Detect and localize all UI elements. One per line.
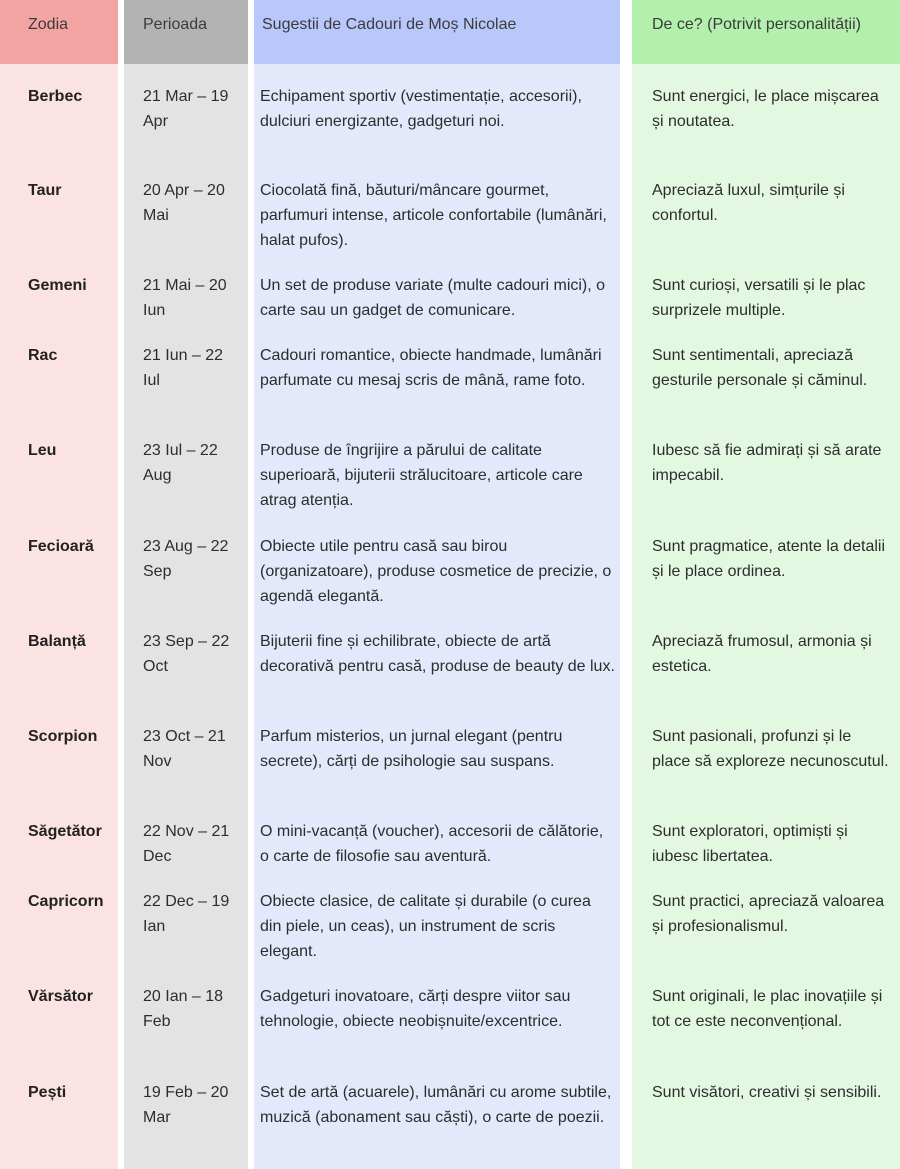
- cell-sugestii: Obiecte utile pentru casă sau birou (organizatoare), produse cosmetice de precizie, o agendă elegantă.: [260, 538, 612, 605]
- cell-sugestii: Echipament sportiv (vestimentație, accesorii), dulciuri energizante, gadgeturi noi.: [260, 88, 582, 130]
- cell-zodia: Vărsător: [28, 988, 93, 1005]
- cell-perioada: 20 Ian – 18 Feb: [143, 988, 224, 1030]
- cell-perioada: 21 Mar – 19 Apr: [143, 88, 229, 130]
- cell-perioada: 20 Apr – 20 Mai: [143, 182, 225, 224]
- cell-de-ce: Sunt pragmatice, atente la detalii și le place ordinea.: [652, 538, 886, 580]
- cell-sugestii: Gadgeturi inovatoare, cărți despre viitor sau tehnologie, obiecte neobișnuite/excentrice.: [260, 988, 571, 1030]
- cell-perioada: 23 Sep – 22 Oct: [143, 633, 230, 675]
- cell-de-ce: Sunt pasionali, profunzi și le place să exploreze necunoscutul.: [652, 728, 889, 770]
- cell-perioada: 23 Iul – 22 Aug: [143, 442, 218, 484]
- cell-de-ce: Sunt sentimentali, apreciază gesturile personale și căminul.: [652, 347, 868, 389]
- cell-de-ce: Sunt originali, le plac inovațiile și tot ce este neconvențional.: [652, 988, 883, 1030]
- cell-zodia: Balanță: [28, 633, 86, 650]
- cell-de-ce: Sunt exploratori, optimiști și iubesc libertatea.: [652, 823, 848, 865]
- cell-perioada: 21 Mai – 20 Iun: [143, 277, 227, 319]
- cell-sugestii: Un set de produse variate (multe cadouri mici), o carte sau un gadget de comunicare.: [260, 277, 606, 319]
- cell-de-ce: Apreciază luxul, simțurile și confortul.: [652, 182, 845, 224]
- cell-zodia: Scorpion: [28, 728, 98, 745]
- cell-de-ce: Sunt visători, creativi și sensibili.: [652, 1084, 882, 1101]
- cell-zodia: Gemeni: [28, 277, 87, 294]
- cell-sugestii: Bijuterii fine și echilibrate, obiecte de artă decorativă pentru casă, produse de beauty de lux.: [260, 633, 615, 675]
- cell-perioada: 23 Oct – 21 Nov: [143, 728, 226, 770]
- cell-perioada: 21 Iun – 22 Iul: [143, 347, 224, 389]
- cell-de-ce: Apreciază frumosul, armonia și estetica.: [652, 633, 872, 675]
- cell-zodia: Leu: [28, 442, 57, 459]
- cell-sugestii: Ciocolată fină, băuturi/mâncare gourmet, parfumuri intense, articole confortabile (lumânări, halat pufos).: [260, 182, 607, 249]
- cell-de-ce: Sunt practici, apreciază valoarea și profesionalismul.: [652, 893, 885, 935]
- cell-perioada: 22 Nov – 21 Dec: [143, 823, 230, 865]
- cell-sugestii: Cadouri romantice, obiecte handmade, lumânări parfumate cu mesaj scris de mână, rame foto.: [260, 347, 602, 389]
- header-perioada: Perioada: [143, 16, 208, 33]
- cell-zodia: Săgetător: [28, 823, 102, 840]
- cell-perioada: 19 Feb – 20 Mar: [143, 1084, 229, 1126]
- cell-de-ce: Sunt curioși, versatili și le plac surprizele multiple.: [652, 277, 866, 319]
- cell-de-ce: Sunt energici, le place mișcarea și noutatea.: [652, 88, 879, 130]
- cell-zodia: Rac: [28, 347, 58, 364]
- cell-zodia: Pești: [28, 1084, 67, 1101]
- cell-perioada: 23 Aug – 22 Sep: [143, 538, 229, 580]
- cell-de-ce: Iubesc să fie admirați și să arate impecabil.: [652, 442, 882, 484]
- cell-zodia: Fecioară: [28, 538, 94, 555]
- cell-zodia: Taur: [28, 182, 62, 199]
- cell-perioada: 22 Dec – 19 Ian: [143, 893, 230, 935]
- header-sugestii: Sugestii de Cadouri de Moș Nicolae: [262, 16, 517, 33]
- cell-sugestii: Produse de îngrijire a părului de calitate superioară, bijuterii strălucitoare, articole care atrag atenția.: [260, 442, 583, 509]
- cell-zodia: Berbec: [28, 88, 83, 105]
- header-de-ce: De ce? (Potrivit personalității): [652, 16, 861, 33]
- cell-sugestii: Parfum misterios, un jurnal elegant (pentru secrete), cărți de psihologie sau suspans.: [260, 728, 563, 770]
- cell-sugestii: Obiecte clasice, de calitate și durabile (o curea din piele, un ceas), un instrument de scris elegant.: [260, 893, 591, 960]
- header-zodia: Zodia: [28, 16, 69, 33]
- cell-zodia: Capricorn: [28, 893, 104, 910]
- cell-sugestii: O mini-vacanță (voucher), accesorii de călătorie, o carte de filosofie sau aventură.: [260, 823, 604, 865]
- cell-sugestii: Set de artă (acuarele), lumânări cu arome subtile, muzică (abonament sau căști), o carte de poezii.: [260, 1084, 612, 1126]
